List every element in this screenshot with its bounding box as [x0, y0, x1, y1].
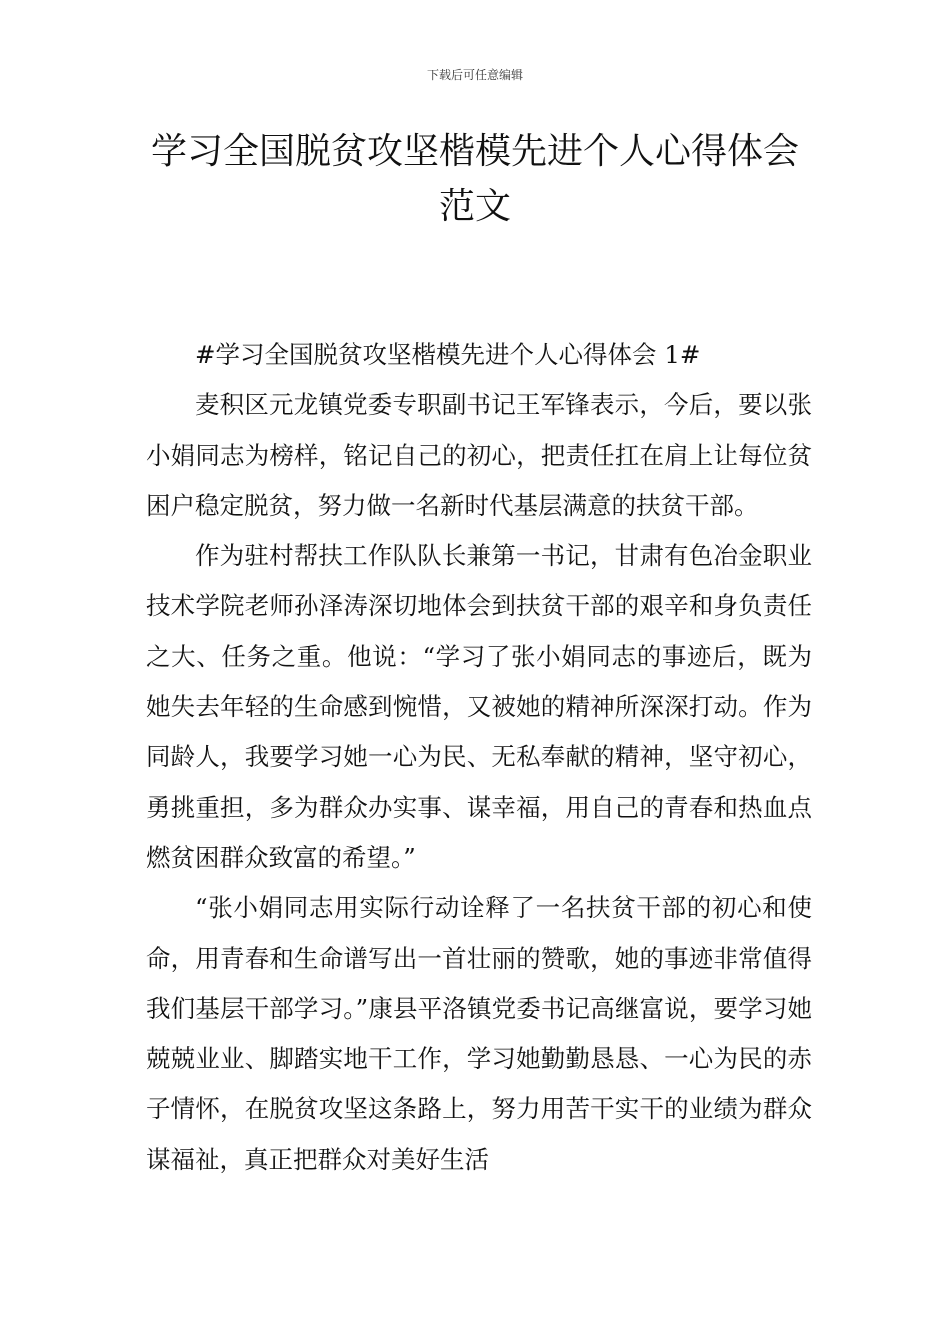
document-title — [100, 124, 850, 234]
paragraph: “张小娟同志用实际行动诠释了一名扶贫干部的初心和使命，用青春和生命谱写出一首壮丽的赞歌，她的事迹非常值得我们基层干部学习。”康县平洛镇党委书记高继富说，要学习她兢兢业业、脚踏实地干工作，学习她勤勤恳恳、一心为民的赤子情怀，在脱贫攻坚这条路上，努力用苦干实干的业绩为群众谋福祉，真正把群众对美好生活 — [146, 893, 812, 1174]
title-line-2: 范文 — [438, 186, 511, 227]
section-heading: #学习全国脱贫攻坚楷模先进个人心得体会 1# — [195, 340, 701, 369]
header-note: 下载后可任意编辑 — [426, 68, 523, 82]
paragraph: 作为驻村帮扶工作队队长兼第一书记，甘肃有色冶金职业技术学院老师孙泽涛深切地体会到扶贫干部的艰辛和身负责任之大、任务之重。他说：“学习了张小娟同志的事迹后，既为她失去年轻的生命感到惋惜，又被她的精神所深深打动。作为同龄人，我要学习她一心为民、无私奉献的精神，坚守初心，勇挑重担，多为群众办实事、谋幸福，用自己的青春和热血点燃贫困群众致富的希望。” — [146, 541, 812, 872]
title-line-1: 学习全国脱贫攻坚楷模先进个人心得体会 — [150, 131, 799, 172]
paragraph: 麦积区元龙镇党委专职副书记王军锋表示，今后，要以张小娟同志为榜样，铭记自己的初心，把责任扛在肩上让每位贫困户稳定脱贫，努力做一名新时代基层满意的扶贫干部。 — [146, 390, 812, 520]
document-body — [146, 330, 812, 1185]
